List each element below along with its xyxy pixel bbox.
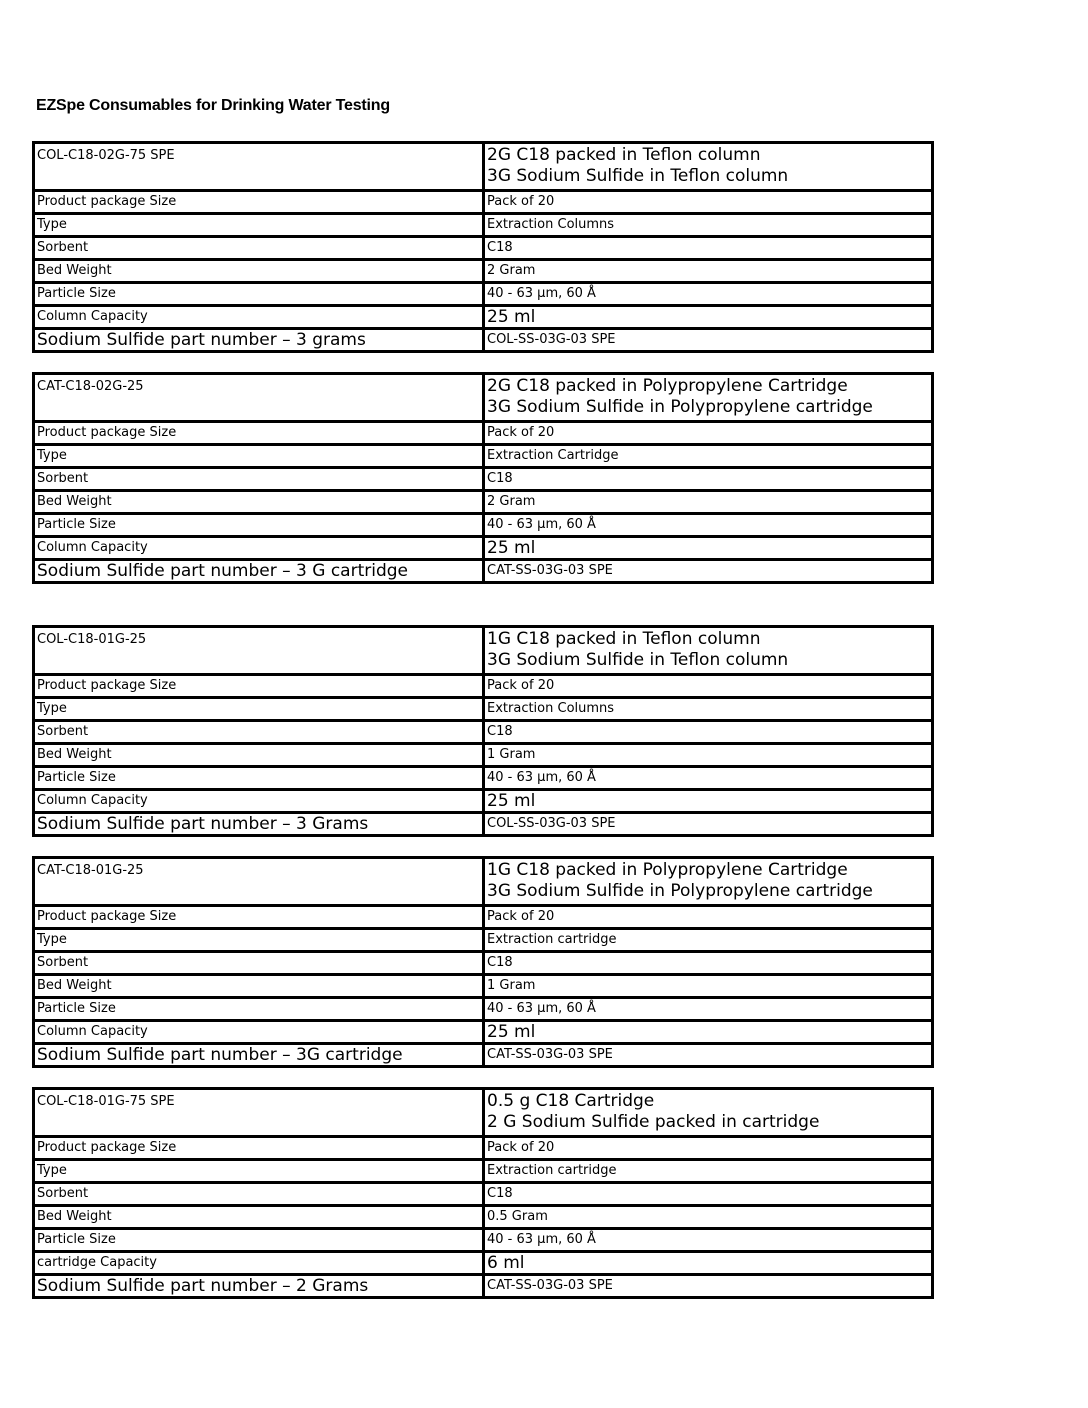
- row-value: C18: [487, 240, 513, 255]
- row-value: 1 Gram: [487, 978, 536, 993]
- row-value: 40 - 63 µm, 60 Å: [487, 517, 596, 532]
- row-label: Particle Size: [35, 515, 485, 535]
- row-label: Bed Weight: [35, 1207, 485, 1227]
- table-row: [35, 235, 931, 258]
- table-row: [35, 1042, 931, 1065]
- row-value: CAT-SS-03G-03 SPE: [487, 563, 613, 578]
- row-value: C18: [487, 955, 513, 970]
- table-row: [35, 327, 931, 350]
- row-label: Product package Size: [35, 1138, 485, 1158]
- row-value: Extraction Cartridge: [487, 448, 619, 463]
- row-label: Column Capacity: [35, 538, 485, 558]
- row-label: Type: [35, 446, 485, 466]
- description-line-1: 1G C18 packed in Polypropylene Cartridge: [487, 860, 848, 880]
- row-label: Type: [35, 1161, 485, 1181]
- product-table: [32, 141, 934, 353]
- table-row: [35, 1250, 931, 1273]
- table-row: [35, 742, 931, 765]
- table-row: [35, 304, 931, 327]
- row-value: 0.5 Gram: [487, 1209, 548, 1224]
- part-description: [485, 628, 931, 673]
- table-row: [35, 1135, 931, 1158]
- product-table: [32, 856, 934, 1068]
- description-line-2: 3G Sodium Sulfide in Polypropylene cartridge: [487, 881, 873, 901]
- part-description: [485, 1090, 931, 1135]
- row-label: Type: [35, 699, 485, 719]
- table-row: [35, 1273, 931, 1296]
- row-value: 2 Gram: [487, 494, 536, 509]
- row-label: Type: [35, 215, 485, 235]
- row-value: Extraction Columns: [487, 701, 615, 716]
- row-label: Type: [35, 930, 485, 950]
- table-row: [35, 950, 931, 973]
- row-label: Product package Size: [35, 423, 485, 443]
- description-line-2: 3G Sodium Sulfide in Teflon column: [487, 650, 789, 670]
- row-value: 25 ml: [487, 791, 536, 811]
- row-value: 25 ml: [487, 1022, 536, 1042]
- row-label: cartridge Capacity: [35, 1253, 485, 1273]
- table-header-row: [35, 1090, 931, 1135]
- table-row: [35, 189, 931, 212]
- row-label: Column Capacity: [35, 791, 485, 811]
- row-label: Particle Size: [35, 1230, 485, 1250]
- description-line-1: 0.5 g C18 Cartridge: [487, 1091, 655, 1111]
- table-row: [35, 811, 931, 834]
- table-row: [35, 489, 931, 512]
- row-label: Particle Size: [35, 999, 485, 1019]
- description-line-1: 2G C18 packed in Teflon column: [487, 145, 761, 165]
- table-row: [35, 719, 931, 742]
- row-value: COL-SS-03G-03 SPE: [487, 816, 616, 831]
- table-header-row: [35, 375, 931, 420]
- table-row: [35, 420, 931, 443]
- table-row: [35, 558, 931, 581]
- table-row: [35, 1204, 931, 1227]
- row-label: Column Capacity: [35, 307, 485, 327]
- table-row: [35, 996, 931, 1019]
- table-row: [35, 512, 931, 535]
- row-value: 40 - 63 µm, 60 Å: [487, 1232, 596, 1247]
- row-value: 40 - 63 µm, 60 Å: [487, 1001, 596, 1016]
- description-line-2: 3G Sodium Sulfide in Polypropylene cartridge: [487, 397, 873, 417]
- description-line-1: 2G C18 packed in Polypropylene Cartridge: [487, 376, 848, 396]
- row-value: Pack of 20: [487, 194, 555, 209]
- table-row: [35, 1227, 931, 1250]
- table-row: [35, 1181, 931, 1204]
- table-row: [35, 1019, 931, 1042]
- part-number: COL-C18-01G-25: [35, 628, 485, 673]
- table-row: [35, 258, 931, 281]
- row-value: C18: [487, 724, 513, 739]
- table-row: [35, 535, 931, 558]
- row-value: CAT-SS-03G-03 SPE: [487, 1278, 613, 1293]
- row-value: Pack of 20: [487, 909, 555, 924]
- table-row: [35, 927, 931, 950]
- row-value: 25 ml: [487, 307, 536, 327]
- table-row: [35, 973, 931, 996]
- row-label: Product package Size: [35, 907, 485, 927]
- part-description: [485, 375, 931, 420]
- document-title: EZSpe Consumables for Drinking Water Testing: [36, 97, 390, 114]
- row-label: Sorbent: [35, 953, 485, 973]
- row-value: 2 Gram: [487, 263, 536, 278]
- row-label: Bed Weight: [35, 976, 485, 996]
- description-line-2: 2 G Sodium Sulfide packed in cartridge: [487, 1112, 820, 1132]
- row-label: Sorbent: [35, 469, 485, 489]
- row-value: 6 ml: [487, 1253, 525, 1273]
- row-label: Sorbent: [35, 722, 485, 742]
- description-line-2: 3G Sodium Sulfide in Teflon column: [487, 166, 789, 186]
- table-row: [35, 443, 931, 466]
- row-label: Sorbent: [35, 1184, 485, 1204]
- product-table: [32, 1087, 934, 1299]
- row-label: Sodium Sulfide part number – 2 Grams: [35, 1276, 485, 1296]
- row-label: Sodium Sulfide part number – 3G cartridge: [35, 1045, 485, 1065]
- row-value: Pack of 20: [487, 678, 555, 693]
- row-value: Extraction cartridge: [487, 932, 617, 947]
- table-row: [35, 673, 931, 696]
- part-number: CAT-C18-01G-25: [35, 859, 485, 904]
- table-row: [35, 904, 931, 927]
- table-header-row: [35, 859, 931, 904]
- row-label: Particle Size: [35, 284, 485, 304]
- row-value: 40 - 63 µm, 60 Å: [487, 770, 596, 785]
- description-line-1: 1G C18 packed in Teflon column: [487, 629, 761, 649]
- row-value: Pack of 20: [487, 1140, 555, 1155]
- table-row: [35, 765, 931, 788]
- row-label: Sorbent: [35, 238, 485, 258]
- part-description: [485, 144, 931, 189]
- row-value: COL-SS-03G-03 SPE: [487, 332, 616, 347]
- table-row: [35, 212, 931, 235]
- table-row: [35, 281, 931, 304]
- row-label: Bed Weight: [35, 492, 485, 512]
- table-row: [35, 788, 931, 811]
- row-label: Particle Size: [35, 768, 485, 788]
- part-number: COL-C18-01G-75 SPE: [35, 1090, 485, 1135]
- row-value: 40 - 63 µm, 60 Å: [487, 286, 596, 301]
- row-value: C18: [487, 471, 513, 486]
- product-table: [32, 372, 934, 584]
- row-label: Column Capacity: [35, 1022, 485, 1042]
- row-label: Bed Weight: [35, 261, 485, 281]
- row-label: Sodium Sulfide part number – 3 grams: [35, 330, 485, 350]
- row-label: Bed Weight: [35, 745, 485, 765]
- row-value: Extraction Columns: [487, 217, 615, 232]
- row-label: Sodium Sulfide part number – 3 G cartridge: [35, 561, 485, 581]
- part-description: [485, 859, 931, 904]
- product-table: [32, 625, 934, 837]
- row-label: Sodium Sulfide part number – 3 Grams: [35, 814, 485, 834]
- part-number: COL-C18-02G-75 SPE: [35, 144, 485, 189]
- table-header-row: [35, 144, 931, 189]
- table-row: [35, 1158, 931, 1181]
- row-value: Pack of 20: [487, 425, 555, 440]
- table-row: [35, 696, 931, 719]
- row-label: Product package Size: [35, 676, 485, 696]
- part-number: CAT-C18-02G-25: [35, 375, 485, 420]
- table-row: [35, 466, 931, 489]
- table-header-row: [35, 628, 931, 673]
- row-value: CAT-SS-03G-03 SPE: [487, 1047, 613, 1062]
- row-value: 1 Gram: [487, 747, 536, 762]
- row-label: Product package Size: [35, 192, 485, 212]
- row-value: 25 ml: [487, 538, 536, 558]
- row-value: C18: [487, 1186, 513, 1201]
- row-value: Extraction cartridge: [487, 1163, 617, 1178]
